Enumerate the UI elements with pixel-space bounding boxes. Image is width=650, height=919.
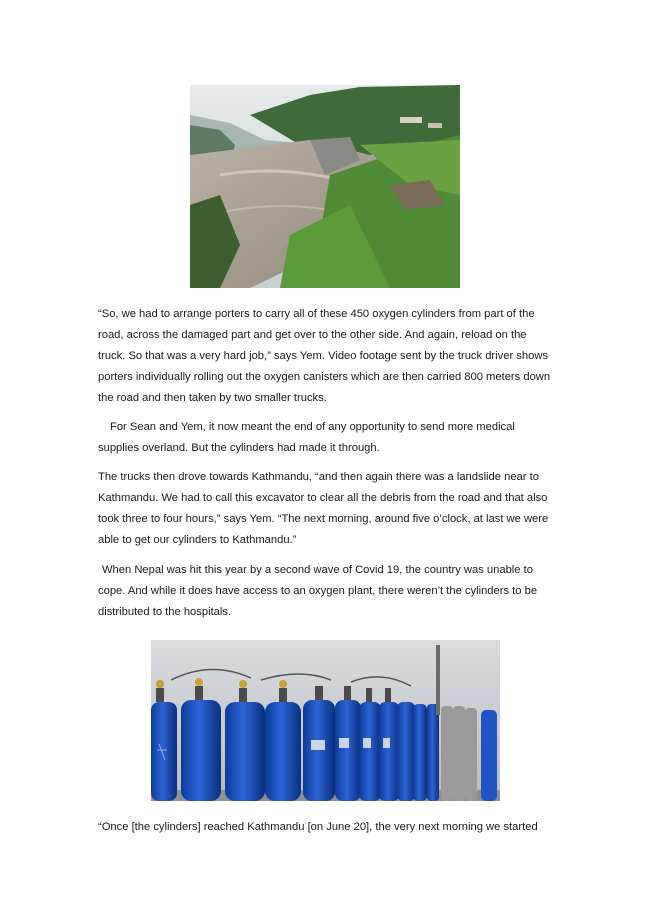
paragraph-landslide: The trucks then drove towards Kathmandu, “and then again there was a landslide near to Kathmandu. We had to call this excavator to clear all the debris from the road and that also took three to four hours,” says Yem. “The next morning, around five o’clock, at last we were able to get our cylinders to Kathmandu.” <box>98 471 549 546</box>
paragraph-porters: “So, we had to arrange porters to carry all of these 450 oxygen cylinders from part of the road, across the damaged part and get over to the other side. And again, reload on the truck. So that was a very hard job,” says Yem. Video footage sent by the truck driver shows porters individually rolling out the oxygen canisters which are then carried 800 meters down the road and then taken by two smaller trucks. <box>98 308 551 404</box>
paragraph-overland: For Sean and Yem, it now meant the end of any opportunity to send more medical supplies overland. But the cylinders had made it through. <box>98 421 515 454</box>
flood-image <box>190 85 460 288</box>
flood-photo <box>190 85 460 288</box>
paragraph-june: “Once [the cylinders] reached Kathmandu [on June 20], the very next morning we started <box>98 821 538 833</box>
paragraph-covid: When Nepal was hit this year by a second wave of Covid 19, the country was unable to cope. And while it does have access to an oxygen plant, there weren’t the cylinders to be distributed to the hospitals. <box>98 564 538 618</box>
cylinders-photo <box>151 640 500 801</box>
cylinders-image <box>151 640 500 801</box>
